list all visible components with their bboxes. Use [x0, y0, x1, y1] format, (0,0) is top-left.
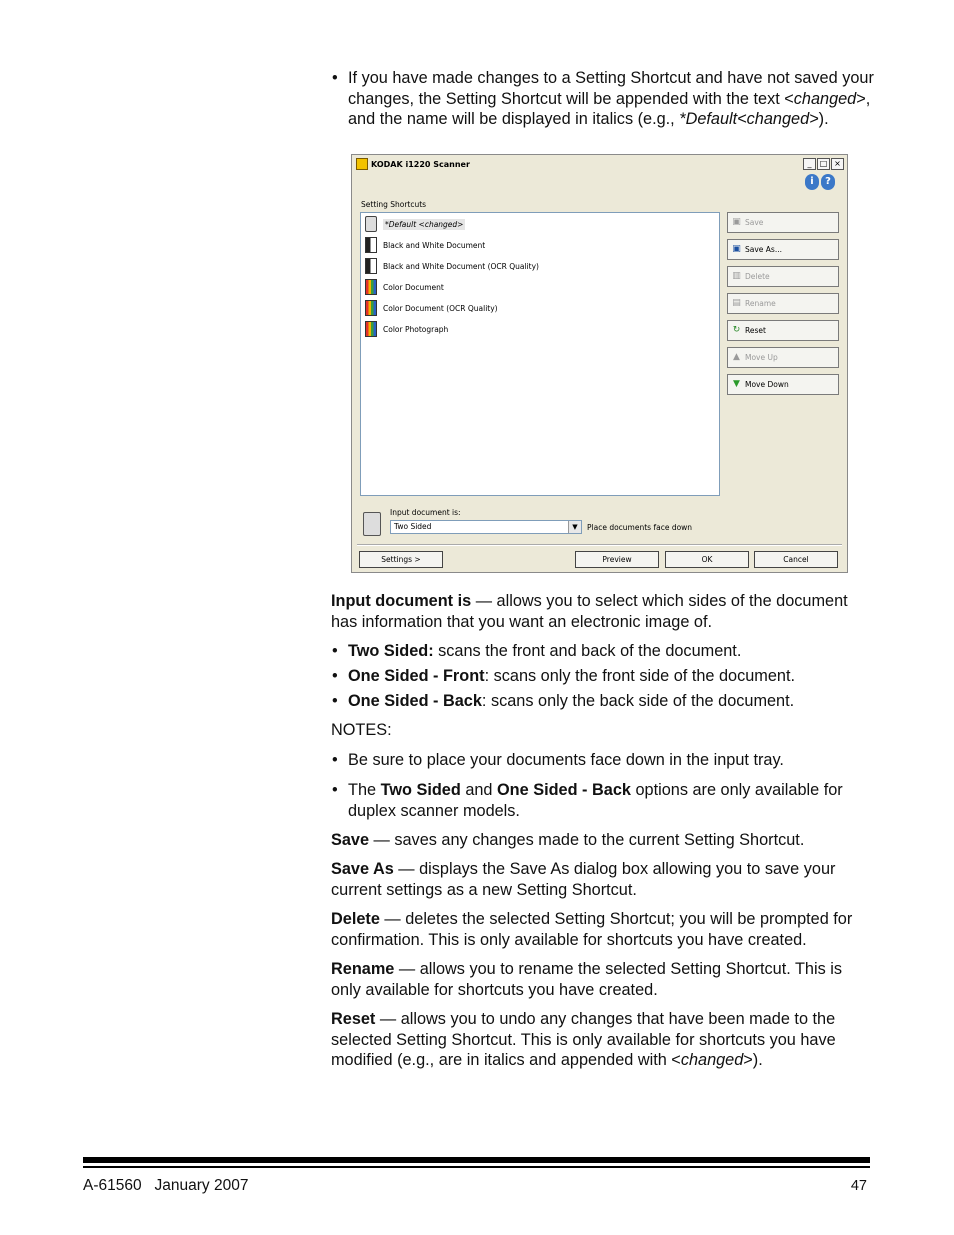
minimize-button[interactable]: _: [803, 158, 816, 170]
save-as-button[interactable]: ▣ Save As...: [727, 239, 839, 260]
arrow-up-icon: ▲: [733, 352, 740, 362]
option-one-sided-front: • One Sided - Front: scans only the front side of the document.: [331, 666, 876, 687]
notes-heading: NOTES:: [331, 721, 392, 739]
definition-rename: Rename — allows you to rename the selected Setting Shortcut. This is only available for shortcuts you have created.: [331, 960, 843, 999]
color-document-icon: [365, 300, 377, 316]
intro-section: [331, 68, 876, 130]
divider: [357, 544, 842, 546]
help-icon[interactable]: ?: [821, 174, 835, 190]
shortcut-label: Color Photograph: [383, 324, 449, 334]
shortcut-item-color-photograph[interactable]: [365, 320, 448, 338]
shortcut-item-default[interactable]: [365, 215, 465, 233]
input-tray-icon: [363, 512, 381, 536]
input-document-description: Input document is — allows you to select which sides of the document has information that you want an electronic image of.: [331, 592, 848, 631]
move-down-button[interactable]: ▼ Move Down: [727, 374, 839, 395]
footer-rule-thick: [83, 1157, 870, 1163]
input-document-label: Input document is:: [390, 508, 461, 517]
footer-rule-thin: [83, 1166, 870, 1168]
about-icon[interactable]: i: [805, 174, 819, 190]
reset-button[interactable]: ↻ Reset: [727, 320, 839, 341]
definition-reset: Reset — allows you to undo any changes that have been made to the selected Setting Shortcut. This is only available for shortcuts you have modified (e.g., are in italics and appended with <changed>).: [331, 1010, 836, 1070]
input-document-select[interactable]: [390, 520, 582, 534]
setting-shortcuts-list[interactable]: [360, 212, 720, 496]
option-two-sided: • Two Sided: scans the front and back of the document.: [331, 641, 876, 662]
option-one-sided-back: • One Sided - Back: scans only the back side of the document.: [331, 691, 876, 712]
chevron-down-icon[interactable]: ▼: [568, 521, 581, 533]
definition-delete: Delete — deletes the selected Setting Shortcut; you will be prompted for confirmation. This is only available for shortcuts you have created.: [331, 910, 853, 949]
window-controls: [803, 158, 844, 170]
bw-document-icon: [365, 237, 377, 253]
color-document-icon: [365, 279, 377, 295]
shortcut-label: Black and White Document (OCR Quality): [383, 261, 539, 271]
kodak-app-icon: [356, 158, 368, 170]
save-button[interactable]: ▣ Save: [727, 212, 839, 233]
shortcut-label: Color Document: [383, 282, 444, 292]
arrow-down-icon: ▼: [733, 379, 740, 389]
move-up-button[interactable]: ▲ Move Up: [727, 347, 839, 368]
page-number: 47: [850, 1178, 867, 1194]
bw-document-icon: [365, 258, 377, 274]
input-document-section: [331, 591, 876, 632]
shortcut-label: Color Document (OCR Quality): [383, 303, 498, 313]
rename-button[interactable]: ▤ Rename: [727, 293, 839, 314]
shortcut-item-bw-document-ocr[interactable]: [365, 257, 539, 275]
note-duplex: • The Two Sided and One Sided - Back options are only available for duplex scanner models.: [331, 780, 876, 821]
color-document-icon: [365, 321, 377, 337]
shortcut-item-bw-document[interactable]: [365, 236, 485, 254]
input-document-value: Two Sided: [394, 522, 432, 531]
reset-icon: ↻: [732, 325, 741, 335]
face-down-note: Place documents face down: [587, 523, 693, 532]
dialog-titlebar: [352, 155, 847, 173]
save-icon: ▣: [732, 244, 741, 254]
scanner-icon: [365, 216, 377, 232]
dialog-title: KODAK i1220 Scanner: [371, 159, 470, 169]
maximize-button[interactable]: □: [817, 158, 830, 170]
ok-button[interactable]: OK: [665, 551, 749, 568]
cancel-button[interactable]: Cancel: [754, 551, 838, 568]
help-icons: [805, 174, 835, 190]
setting-shortcuts-label: Setting Shortcuts: [361, 200, 427, 209]
preview-button[interactable]: Preview: [575, 551, 659, 568]
rename-icon: ▤: [732, 298, 741, 308]
note-face-down: • Be sure to place your documents face down in the input tray.: [331, 750, 876, 771]
shortcut-item-color-document[interactable]: [365, 278, 444, 296]
footer-doc-id: A-61560 January 2007: [83, 1177, 249, 1194]
shortcut-item-color-document-ocr[interactable]: [365, 299, 498, 317]
scanner-dialog-screenshot: [351, 154, 848, 573]
definition-save: Save — saves any changes made to the current Setting Shortcut.: [331, 831, 805, 849]
options-list: [331, 641, 876, 712]
definition-save-as: Save As — displays the Save As dialog box allowing you to save your current settings as a new Setting Shortcut.: [331, 860, 836, 899]
shortcut-label: *Default <changed>: [385, 219, 464, 229]
delete-icon: ▥: [732, 271, 741, 281]
save-icon: ▣: [732, 217, 741, 227]
settings-button[interactable]: Settings >: [359, 551, 443, 568]
delete-button[interactable]: ▥ Delete: [727, 266, 839, 287]
close-button[interactable]: ×: [831, 158, 844, 170]
changed-shortcut-bullet: • If you have made changes to a Setting Shortcut and have not saved your changes, the Setting Shortcut will be appended with the text <changed>, and the name will be displayed in italics (e.g., *Default<changed>).: [331, 68, 876, 130]
shortcut-label: Black and White Document: [383, 240, 486, 250]
